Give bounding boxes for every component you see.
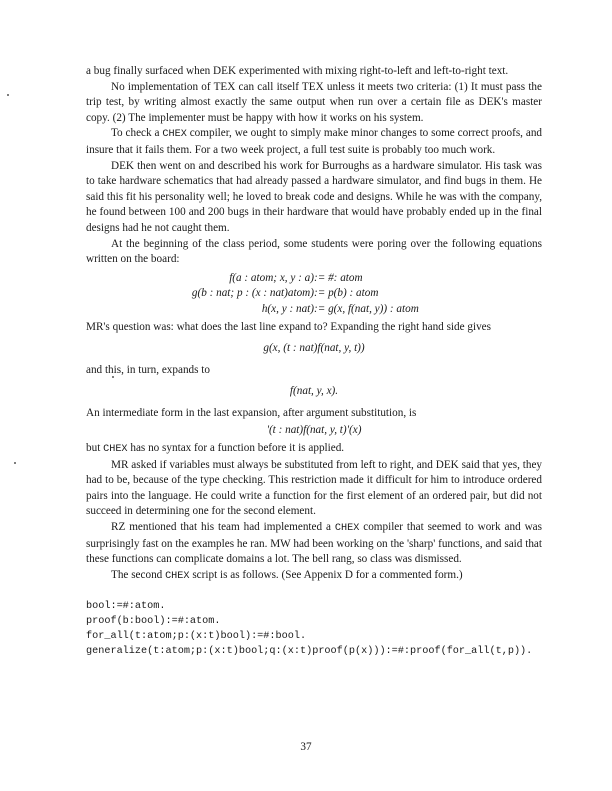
paragraph: but CHEX has no syntax for a function before it is applied. (86, 442, 345, 456)
chex-name: CHEX (334, 523, 360, 535)
paragraph: and this, in turn, expands to (86, 363, 210, 376)
paragraph: At the beginning of the class period, some students were poring over the following equations written on the board: (86, 237, 542, 266)
chex-name: CHEX (162, 129, 187, 141)
equation-rhs: := #: atom (314, 271, 363, 284)
paragraph: MR asked if variables must always be substituted from left to right, and DEK said that yes, they had to be, because of the type checking. This restriction made it difficult for him to introduce ordered pairs into the language. He could write a function for the first element of an ordered pair, but did not succeed in determining one for the second element. (86, 458, 542, 518)
body-text (86, 64, 542, 659)
equation-rhs: := p(b) : atom (314, 287, 379, 300)
page-number: 37 (300, 741, 312, 753)
paragraph: DEK then went on and described his work for Burroughs as a hardware simulator. His task was to take hardware schematics that had already passed a hardware simulator, and find bugs in them. He said this fit his personality well; he loved to break code and designs. While he was with the company, he found between 100 and 200 bugs in their hardware that would have probably ended up in the final designs had he not caught them. (86, 159, 542, 234)
display-equation: g(x, (t : nat)f(nat, y, t)) (263, 342, 365, 355)
equation-row (86, 286, 542, 302)
scan-speck (14, 462, 16, 464)
equation-rhs: := g(x, f(nat, y)) : atom (314, 302, 419, 315)
equation-row (86, 302, 542, 318)
paragraph: To check a CHEX compiler, we ought to simply make minor changes to some correct proofs, and insure that it fails them. For a two week project, a full test suite is probably too much work. (86, 127, 543, 156)
code-line: proof(b:bool):=#:atom. (86, 616, 221, 628)
display-equation: '(t : nat)f(nat, y, t)'(x) (266, 424, 362, 437)
equation-lhs: h(x, y : nat) (261, 302, 314, 315)
chex-name: CHEX (103, 444, 128, 456)
paragraph: No implementation of TEX can call itself TEX unless it meets two criteria: (1) It must pass the trip test, by writing almost exactly the same output when run over a certain file as DEK's master copy. (2) The implementer must be happy with how it works on his system. (86, 80, 542, 124)
equation-lhs: g(b : nat; p : (x : nat)atom) (191, 287, 314, 300)
equation-row (86, 271, 542, 287)
spacer (86, 584, 542, 599)
code-line: bool:=#:atom. (86, 601, 166, 613)
paragraph: MR's question was: what does the last line expand to? Expanding the right hand side gives (86, 320, 492, 333)
chex-name: CHEX (165, 570, 190, 582)
display-equation: f(nat, y, x). (289, 385, 339, 398)
paragraph: An intermediate form in the last expansion, after argument substitution, is (86, 406, 417, 419)
board-equations (86, 271, 542, 318)
paragraph: RZ mentioned that his team had implemented a CHEX compiler that seemed to work and was surprisingly fast on the examples he ran. MW had been working on the 'sharp' functions, and said that these functions can complicate domains a lot. The bell rang, so class was dismissed. (86, 521, 542, 566)
paragraph: a bug finally surfaced when DEK experimented with mixing right-to-left and left-to-right text. (86, 65, 509, 77)
equation-lhs: f(a : atom; x, y : a) (229, 271, 314, 284)
paragraph: The second CHEX script is as follows. (See Appenix D for a commented form.) (111, 568, 463, 582)
code-line: for_all(t:atom;p:(x:t)bool):=#:bool. (86, 631, 307, 643)
scan-speck (7, 94, 9, 96)
code-line: generalize(t:atom;p:(x:t)bool;q:(x:t)proof(p(x))):=#:proof(for_all(t,p)). (86, 646, 533, 658)
